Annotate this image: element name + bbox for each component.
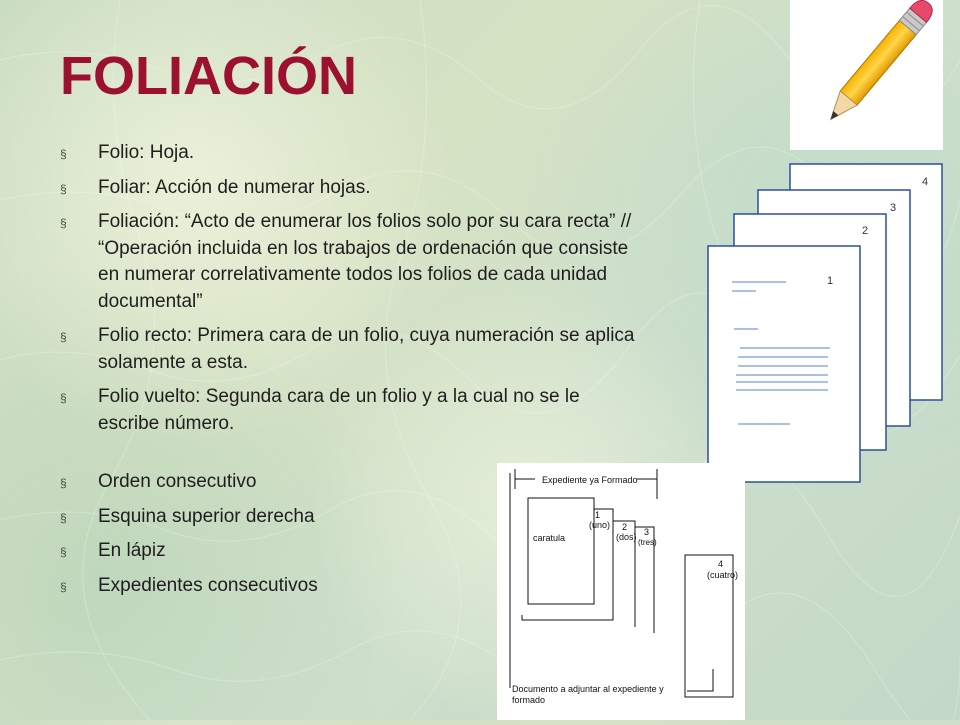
slide-title: FOLIACIÓN [60, 46, 357, 106]
page-1 [708, 246, 860, 482]
page-number-4: 4 [922, 176, 929, 188]
bullet-item: § Folio vuelto: Segunda cara de un folio y a la cual no se le escribe número. [60, 386, 580, 434]
diagram-folio1-number: 1 [595, 510, 601, 520]
diagram-top-label: Expediente ya Formado [542, 475, 638, 485]
bullet-item: § Esquina superior derecha [60, 504, 640, 531]
bullet-marker-icon: § [60, 545, 67, 559]
bullet-marker-icon: § [60, 476, 67, 490]
diagram-bottom-label-line1: Documento a adjuntar al expediente y [512, 684, 664, 694]
bullet-marker-icon: § [60, 391, 67, 405]
bullet-item: § En lápiz [60, 538, 640, 565]
page-number-1: 1 [827, 275, 834, 287]
bullet-item: § Foliar: Acción de numerar hojas. [60, 175, 640, 202]
diagram-folio4-word: (cuatro) [707, 570, 739, 580]
bullet-item: § Expedientes consecutivos [60, 573, 640, 600]
page-number-2: 2 [862, 225, 869, 237]
bullet-marker-icon: § [60, 147, 67, 161]
bullet-marker-icon: § [60, 579, 67, 594]
expediente-diagram-svg [497, 463, 745, 720]
page-number-3: 3 [890, 202, 897, 214]
pencil-image [790, 0, 943, 150]
diagram-folio3-word: (tres) [638, 538, 657, 547]
bullet-item: § Foliación: “Acto de enumerar los folios solo por su cara recta” // “Operación incluida en los trabajos de ordenación que consiste en numerar correlativamente todos los folios de cada unidad documental” [60, 211, 632, 312]
diagram-folio1-word: (uno) [589, 520, 611, 530]
diagram-folio4-number: 4 [718, 559, 724, 569]
diagram-folio2-word: (dos) [616, 532, 637, 542]
pencil-icon [790, 0, 943, 150]
bullet-marker-icon: § [60, 181, 67, 196]
diagram-bottom-label-line2: formado [512, 695, 546, 705]
bullet-marker-icon: § [60, 510, 67, 525]
bullet-marker-icon: § [60, 330, 67, 344]
bullet-item: § Folio: Hoja. [60, 140, 640, 167]
bullet-item: § Folio recto: Primera cara de un folio, cuya numeración se aplica solamente a esta. [60, 325, 635, 373]
diagram-caratula-label: caratula [533, 533, 566, 543]
diagram-folio2-number: 2 [622, 522, 628, 532]
stacked-pages-illustration [700, 160, 950, 490]
bullet-marker-icon: § [60, 216, 67, 230]
expediente-diagram [497, 463, 745, 720]
bullet-item: § Orden consecutivo [60, 469, 640, 496]
diagram-folio3-number: 3 [644, 527, 650, 537]
